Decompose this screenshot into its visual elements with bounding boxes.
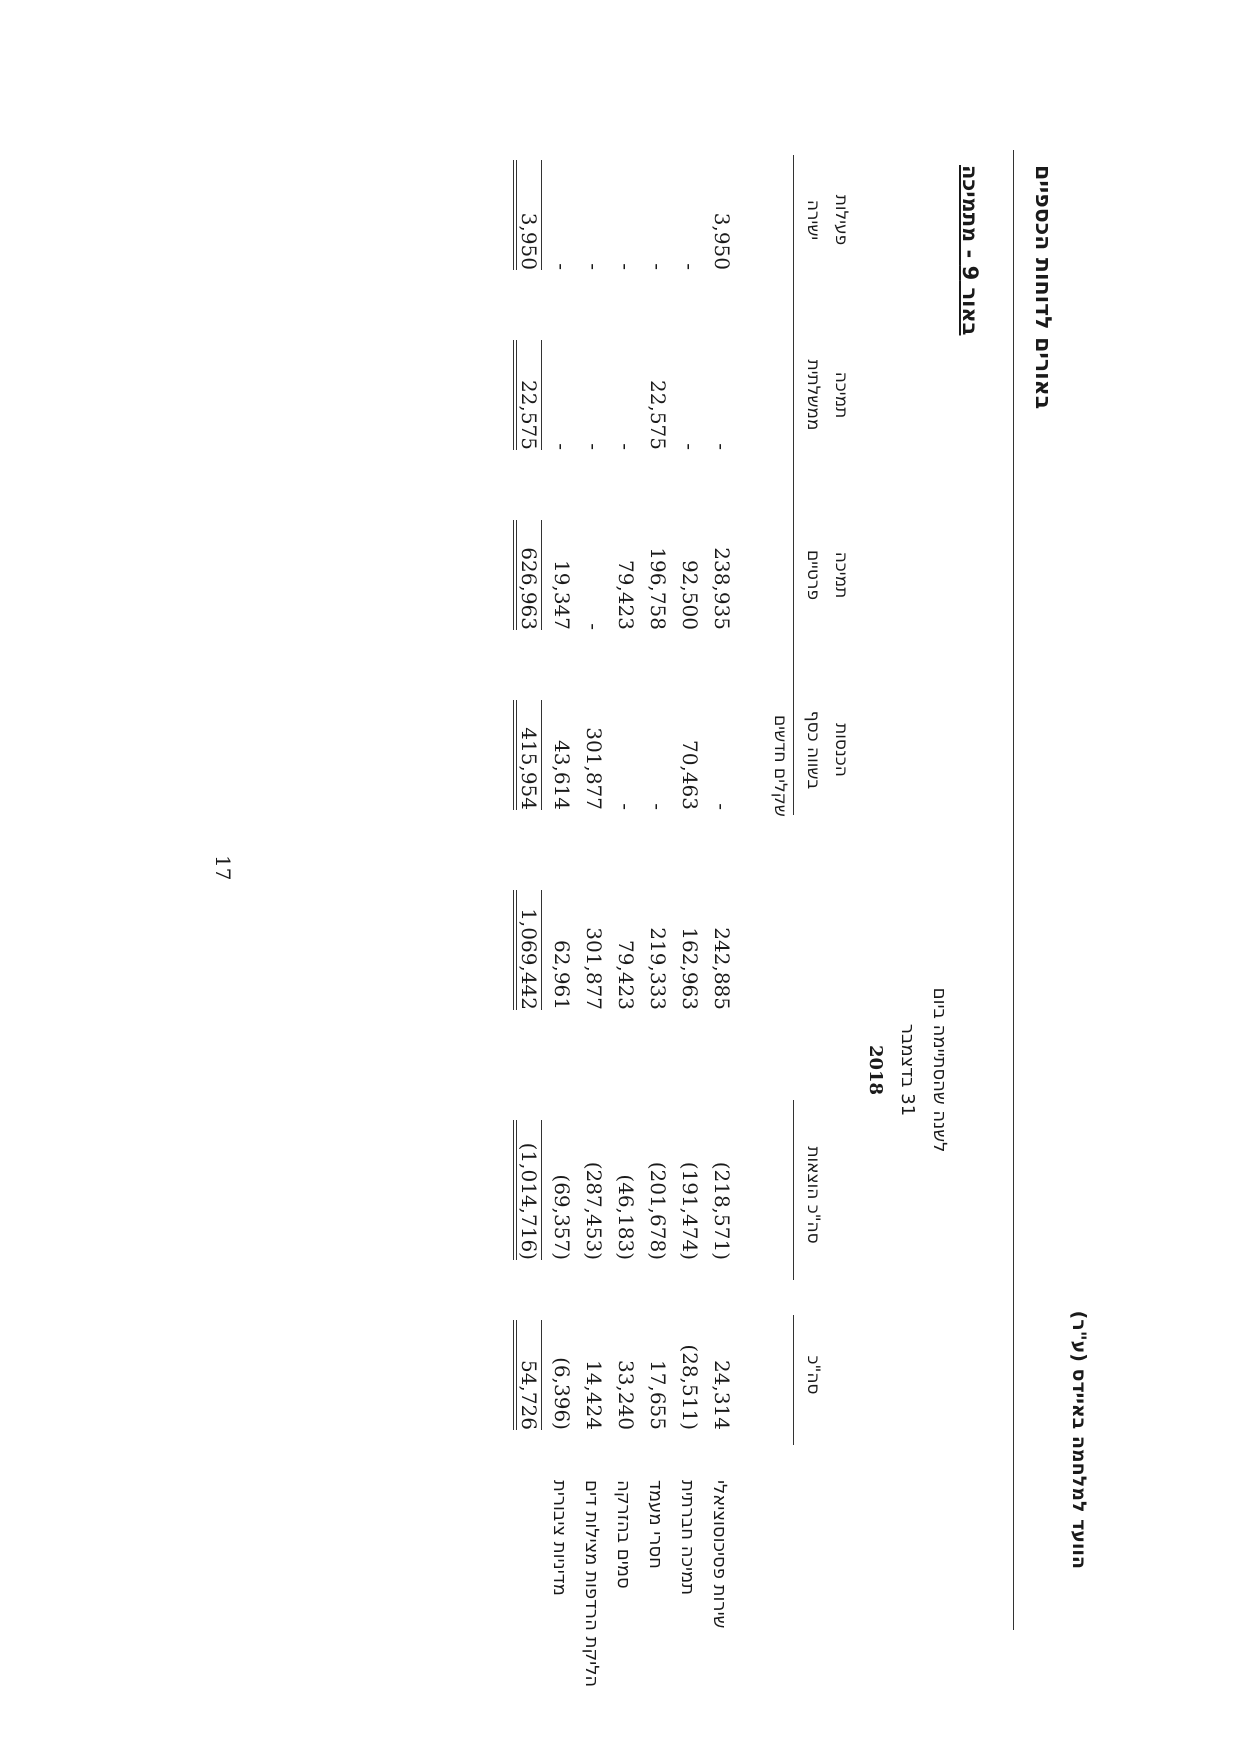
cell-inkind: - bbox=[614, 803, 638, 810]
cell-gov: - bbox=[710, 443, 734, 450]
total-net: 54,726 bbox=[513, 1320, 542, 1430]
cell-expenses: (191,474) bbox=[678, 1161, 702, 1260]
row-label: חסרי מעמד bbox=[645, 1480, 666, 1569]
cell-net: 24,314 bbox=[710, 1360, 734, 1430]
cell-net: 17,655 bbox=[646, 1360, 670, 1430]
cell-direct: 3,950 bbox=[710, 212, 734, 270]
total-expenses: (1,014,716) bbox=[513, 1120, 542, 1260]
column-header-private: תמיכה פרטיים bbox=[803, 549, 851, 601]
organization-name: הוועד למלחמה באיידס (ע"ר) bbox=[1068, 1310, 1090, 1569]
row-label: שירות פסיכוסוציאלי bbox=[709, 1480, 730, 1629]
cell-private: 238,935 bbox=[710, 547, 734, 630]
total-gov: 22,575 bbox=[513, 340, 542, 450]
cell-private: 196,758 bbox=[646, 547, 670, 630]
header-divider bbox=[1013, 150, 1014, 1630]
cell-direct: - bbox=[614, 263, 638, 270]
cell-inkind: - bbox=[646, 803, 670, 810]
column-header-gov: תמיכה ממשלתית bbox=[803, 359, 851, 431]
cell-direct: - bbox=[646, 263, 670, 270]
cell-expenses: (69,357) bbox=[550, 1174, 574, 1260]
period-line-1: לשנה שהסתיימה ביום bbox=[929, 987, 950, 1153]
total-direct: 3,950 bbox=[513, 160, 542, 270]
cell-direct: - bbox=[678, 263, 702, 270]
cell-inkind: 70,463 bbox=[678, 740, 702, 810]
period-year: 2018 bbox=[865, 1044, 886, 1096]
note-title: באור 9 - מתמיכה bbox=[958, 165, 982, 336]
cell-gov: - bbox=[582, 443, 606, 450]
cell-inkind: 301,877 bbox=[582, 727, 606, 810]
cell-direct: - bbox=[550, 263, 574, 270]
row-label: תמיכה חברתית bbox=[677, 1480, 698, 1596]
cell-private: 19,347 bbox=[550, 560, 574, 630]
cell-private: 79,423 bbox=[614, 560, 638, 630]
cell-expenses: (287,453) bbox=[582, 1161, 606, 1260]
cell-inkind: 43,614 bbox=[550, 740, 574, 810]
column-header-expenses: סה"כ הוצאות bbox=[803, 1146, 823, 1244]
row-label: הליקת הרדפות מצילות דים bbox=[581, 1480, 602, 1688]
cell-gov: 22,575 bbox=[646, 380, 670, 450]
cell-expenses: (218,571) bbox=[710, 1161, 734, 1260]
period-heading bbox=[859, 840, 955, 1300]
cell-net: 33,240 bbox=[614, 1360, 638, 1430]
cell-net: (28,511) bbox=[678, 1344, 702, 1430]
currency-label: שקלים חדשים bbox=[770, 715, 790, 817]
cell-gov: - bbox=[550, 443, 574, 450]
column-header-inkind: הכנסות בשווה כסף bbox=[803, 710, 851, 790]
cell-expenses: (46,183) bbox=[614, 1174, 638, 1260]
cell-gov: - bbox=[614, 443, 638, 450]
header-rule-expenses bbox=[793, 1100, 794, 1280]
cell-direct: - bbox=[582, 263, 606, 270]
cell-net: (6,396) bbox=[550, 1357, 574, 1430]
total-private: 626,963 bbox=[513, 520, 542, 630]
cell-gov: - bbox=[678, 443, 702, 450]
total-inkind: 415,954 bbox=[513, 700, 542, 810]
header-rule-net bbox=[793, 1315, 794, 1445]
cell-inkind: - bbox=[710, 803, 734, 810]
period-line-2: 31 בדצמבר bbox=[897, 1023, 918, 1117]
cell-private: 92,500 bbox=[678, 560, 702, 630]
document-title: באורים לדוחות הכספיים bbox=[1030, 165, 1055, 410]
cell-income-total: 219,333 bbox=[646, 927, 670, 1010]
column-header-direct: פעילות ישירה bbox=[803, 194, 851, 246]
row-label: סמים בהזרקה bbox=[613, 1480, 634, 1589]
header-rule-income bbox=[793, 155, 794, 815]
page-number: 17 bbox=[211, 855, 235, 881]
row-label: מדיניות ציבורית bbox=[549, 1480, 570, 1596]
cell-private: - bbox=[582, 623, 606, 630]
cell-income-total: 62,961 bbox=[550, 940, 574, 1010]
total-income-total: 1,069,442 bbox=[513, 890, 542, 1010]
column-header-net: סה"כ bbox=[803, 1355, 823, 1395]
cell-income-total: 162,963 bbox=[678, 927, 702, 1010]
cell-income-total: 242,885 bbox=[710, 927, 734, 1010]
cell-income-total: 79,423 bbox=[614, 940, 638, 1010]
cell-net: 14,424 bbox=[582, 1360, 606, 1430]
cell-expenses: (201,678) bbox=[646, 1161, 670, 1260]
cell-income-total: 301,877 bbox=[582, 927, 606, 1010]
